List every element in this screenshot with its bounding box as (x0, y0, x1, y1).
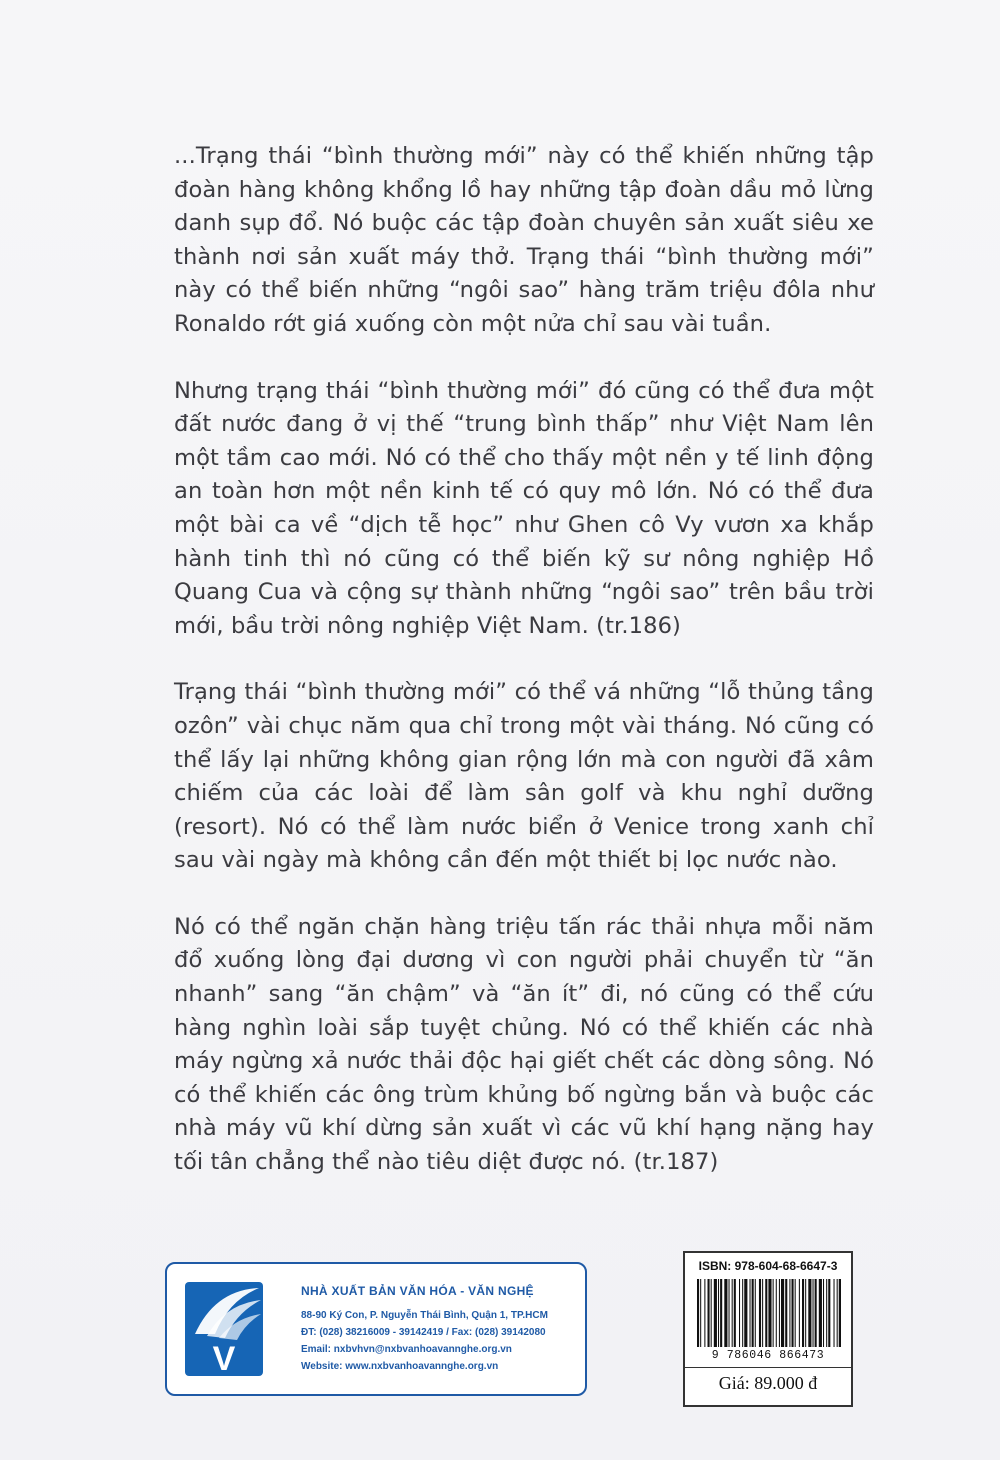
barcode-bar (826, 1279, 827, 1347)
paragraph-3: Trạng thái “bình thường mới” có thể vá những “lỗ thủng tầng ozôn” vài chục năm qua chỉ trong một vài tháng. Nó cũng có thể lấy lại những không gian rộng lớn mà con người đã xâm chiếm của các loài để làm sân golf và khu nghỉ dưỡng (resort). Nó có thể làm nước biển ở Venice trong xanh chỉ sau vài ngày mà không cần đến một thiết bị lọc nước nào. (174, 679, 874, 874)
paragraph-2: Nhưng trạng thái “bình thường mới” đó cũng có thể đưa một đất nước đang ở vị thế “trung bình thấp” như Việt Nam lên một tầm cao mới. Nó có thể cho thấy một nền y tế linh động an toàn hơn một nền kinh tế có quy mô lớn. Nó có thể đưa một bài ca về “dịch tễ học” như Ghen cô Vy vươn xa khắp hành tinh thì nó cũng có thể biến kỹ sư nông nghiệp Hồ Quang Cua và cộng sự thành những “ngôi sao” trên bầu trời mới, bầu trời nông nghiệp Việt Nam. (tr.186) (174, 377, 874, 639)
barcode-bar (837, 1279, 838, 1347)
barcode-bar (714, 1279, 717, 1347)
barcode-bar (802, 1279, 804, 1347)
barcode-bar (785, 1279, 787, 1347)
barcode-bar (834, 1279, 835, 1347)
barcode-bar (792, 1279, 794, 1347)
barcode-bar (819, 1279, 822, 1347)
barcode-bar (781, 1279, 784, 1347)
barcode-bar (734, 1279, 736, 1347)
price-label: Giá: 89.000 đ (718, 1373, 818, 1393)
publisher-website: Website: www.nxbvanhoavannghe.org.vn (301, 1361, 499, 1372)
barcode-digits: 9 786046 866473 (711, 1349, 825, 1362)
barcode-bar (718, 1279, 719, 1347)
price-divider (685, 1367, 851, 1368)
barcode-bar (708, 1279, 710, 1347)
back-cover-text (174, 140, 874, 1213)
barcode-bar (808, 1279, 811, 1347)
publisher-info-box (165, 1262, 587, 1396)
paragraph-4: Nó có thể ngăn chặn hàng triệu tấn rác thải nhựa mỗi năm đổ xuống lòng đại dương vì con người phải chuyển từ “ăn nhanh” sang “ăn chậm” và “ăn ít” đi, nó cũng có thể cứu hàng nghìn loài sắp tuyệt chủng. Nó có thể khiến các nhà máy ngừng xả nước thải độc hại giết chết các dòng sông. Nó có thể khiến các ông trùm khủng bố ngừng bắn và buộc các nhà máy vũ khí dừng sản xuất vì các vũ khí hạng nặng hay tối tân chẳng thể nào tiêu diệt được nó. (tr.187) (174, 913, 874, 1176)
barcode-bar (704, 1279, 705, 1347)
barcode-bar (823, 1279, 824, 1347)
isbn-label: ISBN: 978-604-68-6647-3 (698, 1259, 838, 1273)
barcode-bar (813, 1279, 814, 1347)
barcode-bar (805, 1279, 806, 1347)
barcode-bar (700, 1279, 701, 1347)
barcode-bar (739, 1279, 740, 1347)
barcode-bar (828, 1279, 830, 1347)
barcode-bar (732, 1279, 733, 1347)
barcode-bar (729, 1279, 730, 1347)
barcode-bar (765, 1279, 767, 1347)
paragraph-1: ...Trạng thái “bình thường mới” này có thể khiến những tập đoàn hàng không khổng lồ hay những tập đoàn dầu mỏ lừng danh sụp đổ. Nó buộc các tập đoàn chuyên sản xuất siêu xe thành nơi sản xuất máy thở. Trạng thái “bình thường mới” này có thể biến những “ngôi sao” hàng trăm triệu đôla như Ronaldo rớt giá xuống còn một nửa chỉ sau vài tuần. (174, 143, 874, 337)
publisher-phone: ĐT: (028) 38216009 - 39142419 / Fax: (028) 39142080 (301, 1327, 546, 1338)
publisher-address: 88-90 Ký Con, P. Nguyễn Thái Bình, Quận 1, TP.HCM (301, 1310, 548, 1321)
barcode-bar (815, 1279, 817, 1347)
barcode-bar (697, 1279, 699, 1347)
barcode-bar (752, 1279, 754, 1347)
barcode-bar (779, 1279, 780, 1347)
barcode-image (695, 1279, 841, 1347)
barcode-bar (768, 1279, 771, 1347)
barcode-bar (773, 1279, 774, 1347)
barcode-bar (744, 1279, 747, 1347)
barcode-bar (839, 1279, 841, 1347)
barcode-bar (789, 1279, 790, 1347)
isbn-barcode-box (683, 1251, 853, 1407)
barcode-bar (776, 1279, 777, 1347)
publisher-email: Email: nxbvhvn@nxbvanhoavannghe.org.vn (301, 1344, 512, 1355)
barcode-bar (762, 1279, 763, 1347)
barcode-bar (720, 1279, 722, 1347)
publisher-logo-letter: V (212, 1340, 236, 1376)
barcode-bar (724, 1279, 727, 1347)
publisher-name: NHÀ XUẤT BẢN VĂN HÓA - VĂN NGHỆ (301, 1284, 534, 1298)
barcode-bar (795, 1279, 796, 1347)
barcode-bar (711, 1279, 712, 1347)
barcode-bar (742, 1279, 743, 1347)
barcode-bar (759, 1279, 761, 1347)
barcode-bar (750, 1279, 751, 1347)
barcode-bar (799, 1279, 800, 1347)
barcode-bar (755, 1279, 756, 1347)
publisher-logo-icon (185, 1282, 263, 1376)
